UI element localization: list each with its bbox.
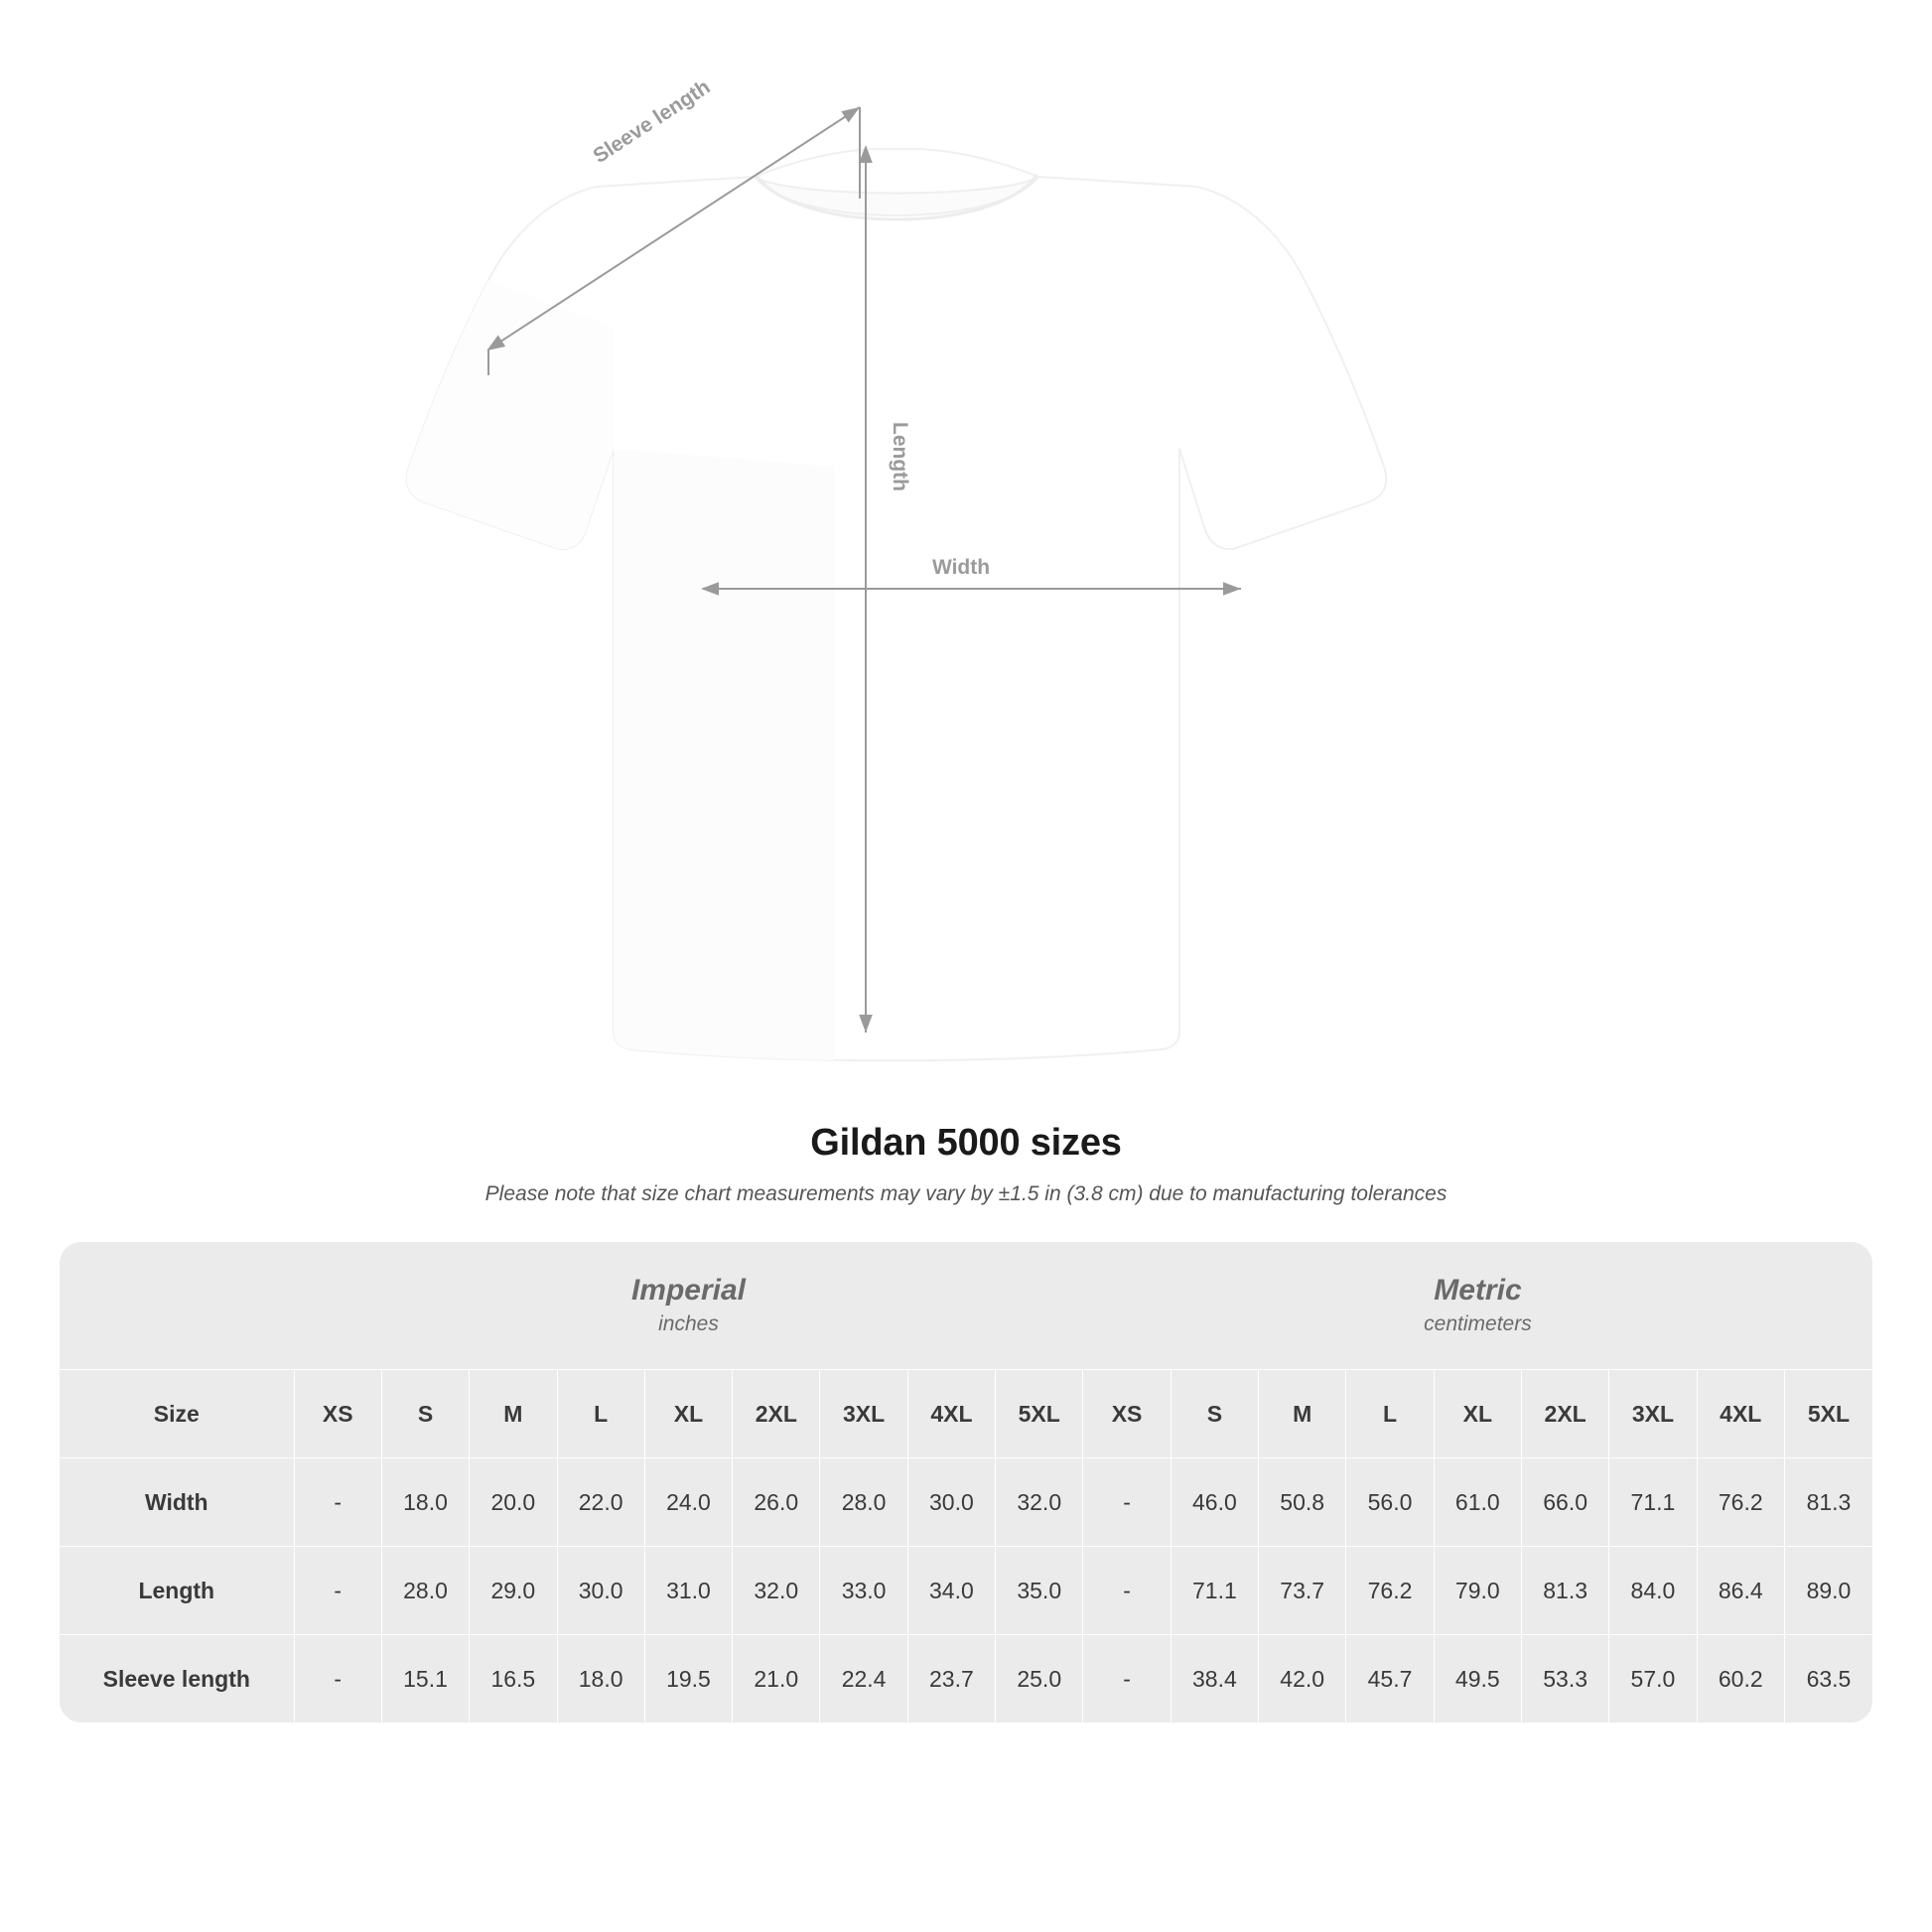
cell: 56.0	[1346, 1458, 1434, 1547]
cell: 63.5	[1784, 1635, 1872, 1724]
cell: 86.4	[1697, 1547, 1784, 1635]
cell: -	[294, 1458, 381, 1547]
cell: 16.5	[470, 1635, 557, 1724]
size-table-wrapper	[60, 1242, 1872, 1723]
cell: 73.7	[1259, 1547, 1346, 1635]
cell: 33.0	[820, 1547, 907, 1635]
cell: 53.3	[1521, 1635, 1608, 1724]
cell: 23.7	[907, 1635, 995, 1724]
cell: 31.0	[644, 1547, 732, 1635]
cell: 32.0	[996, 1458, 1083, 1547]
table-row	[60, 1547, 1872, 1635]
cell: 49.5	[1434, 1635, 1521, 1724]
cell: 71.1	[1171, 1547, 1258, 1635]
cell: 81.3	[1521, 1547, 1608, 1635]
cell: 50.8	[1259, 1458, 1346, 1547]
cell: 25.0	[996, 1635, 1083, 1724]
size-col-header: 2XL	[733, 1370, 820, 1458]
cell: 22.0	[557, 1458, 644, 1547]
cell: -	[1083, 1635, 1171, 1724]
cell: 61.0	[1434, 1458, 1521, 1547]
cell: 42.0	[1259, 1635, 1346, 1724]
cell: 57.0	[1609, 1635, 1697, 1724]
page-title: Gildan 5000 sizes	[810, 1122, 1122, 1164]
cell: -	[1083, 1547, 1171, 1635]
cell: 71.1	[1609, 1458, 1697, 1547]
metric-header	[1083, 1242, 1872, 1370]
cell: -	[1083, 1458, 1171, 1547]
size-col-header: XL	[644, 1370, 732, 1458]
cell: 76.2	[1346, 1547, 1434, 1635]
cell: 81.3	[1784, 1458, 1872, 1547]
cell: 19.5	[644, 1635, 732, 1724]
cell: 79.0	[1434, 1547, 1521, 1635]
table-row	[60, 1635, 1872, 1724]
length-label: Length	[889, 422, 911, 491]
title-block	[0, 1122, 1932, 1206]
cell: -	[294, 1547, 381, 1635]
cell: 66.0	[1521, 1458, 1608, 1547]
cell: 20.0	[470, 1458, 557, 1547]
size-col-header: 2XL	[1521, 1370, 1608, 1458]
size-col-header: S	[1171, 1370, 1258, 1458]
cell: 35.0	[996, 1547, 1083, 1635]
row-label-sleeve-length: Sleeve length	[60, 1635, 294, 1724]
cell: 34.0	[907, 1547, 995, 1635]
cell: 30.0	[907, 1458, 995, 1547]
metric-sub: centimeters	[1424, 1312, 1532, 1335]
size-table	[60, 1242, 1872, 1723]
imperial-sub: inches	[658, 1312, 719, 1335]
cell: 28.0	[381, 1547, 469, 1635]
table-row	[60, 1458, 1872, 1547]
cell: 32.0	[733, 1547, 820, 1635]
table-corner	[60, 1242, 294, 1370]
metric-name: Metric	[1434, 1273, 1522, 1307]
cell: 21.0	[733, 1635, 820, 1724]
cell: 28.0	[820, 1458, 907, 1547]
tshirt-shape	[407, 149, 1387, 1060]
row-label-width: Width	[60, 1458, 294, 1547]
size-col-header: 5XL	[996, 1370, 1083, 1458]
cell: 38.4	[1171, 1635, 1258, 1724]
cell: 89.0	[1784, 1547, 1872, 1635]
cell: 84.0	[1609, 1547, 1697, 1635]
size-col-header: M	[1259, 1370, 1346, 1458]
cell: 45.7	[1346, 1635, 1434, 1724]
imperial-name: Imperial	[630, 1273, 747, 1307]
cell: 26.0	[733, 1458, 820, 1547]
cell: 18.0	[557, 1635, 644, 1724]
tolerance-note: Please note that size chart measurements may vary by ±1.5 in (3.8 cm) due to manufacturing tolerances	[484, 1182, 1448, 1205]
cell: 76.2	[1697, 1458, 1784, 1547]
row-label-length: Length	[60, 1547, 294, 1635]
size-col-header: S	[381, 1370, 469, 1458]
size-header-row	[60, 1370, 1872, 1458]
cell: 24.0	[644, 1458, 732, 1547]
cell: 60.2	[1697, 1635, 1784, 1724]
cell: 30.0	[557, 1547, 644, 1635]
size-col-header: L	[557, 1370, 644, 1458]
cell: 18.0	[381, 1458, 469, 1547]
size-col-header: XL	[1434, 1370, 1521, 1458]
size-col-header: 4XL	[907, 1370, 995, 1458]
cell: 15.1	[381, 1635, 469, 1724]
size-col-header: 4XL	[1697, 1370, 1784, 1458]
size-col-header: XS	[294, 1370, 381, 1458]
unit-header-row	[60, 1242, 1872, 1370]
size-col-header: 3XL	[820, 1370, 907, 1458]
cell: 22.4	[820, 1635, 907, 1724]
sleeve-length-label: Sleeve length	[589, 75, 715, 169]
size-col-header: M	[470, 1370, 557, 1458]
size-col-header: L	[1346, 1370, 1434, 1458]
size-header-label: Size	[60, 1370, 294, 1458]
cell: 29.0	[470, 1547, 557, 1635]
size-col-header: XS	[1083, 1370, 1171, 1458]
size-col-header: 5XL	[1784, 1370, 1872, 1458]
imperial-header	[294, 1242, 1083, 1370]
cell: 46.0	[1171, 1458, 1258, 1547]
size-col-header: 3XL	[1609, 1370, 1697, 1458]
width-label: Width	[931, 556, 991, 579]
cell: -	[294, 1635, 381, 1724]
